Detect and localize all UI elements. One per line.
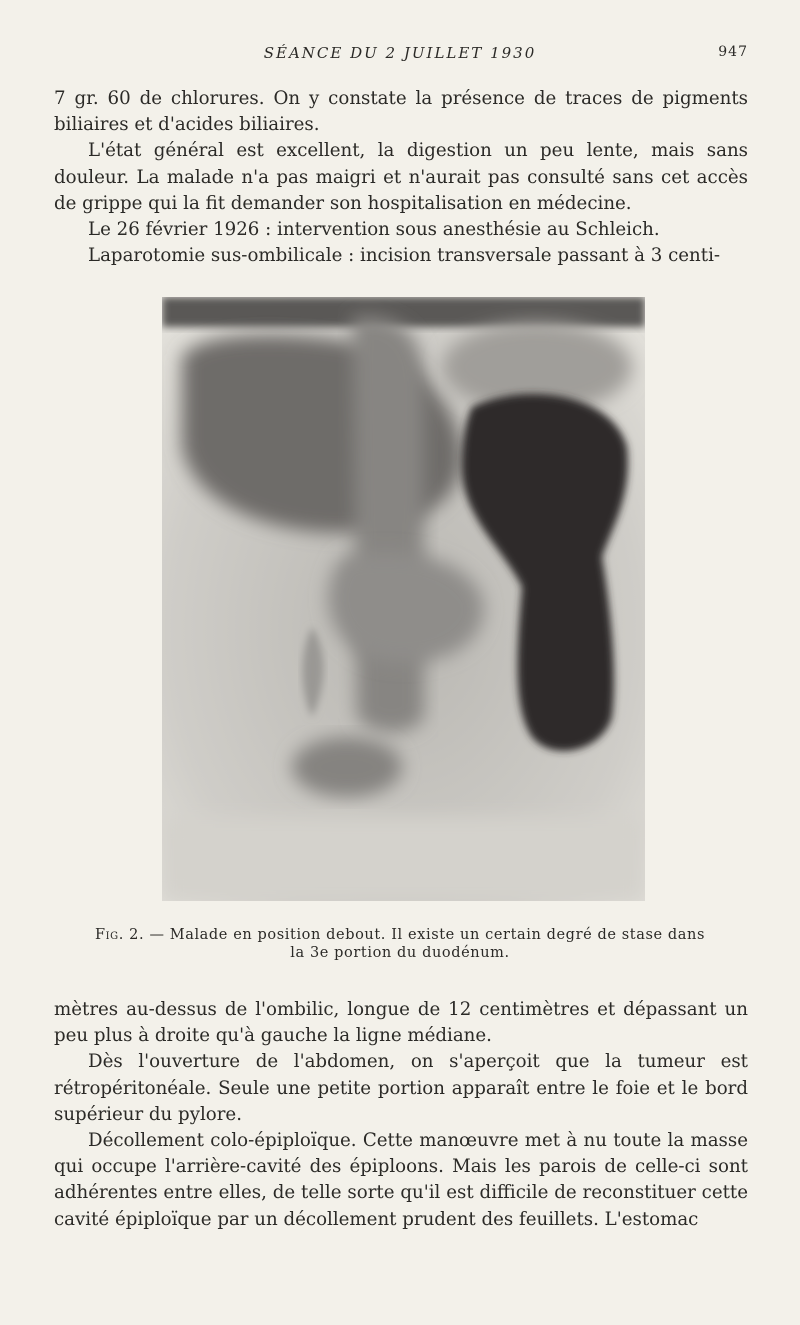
body-text-bottom bbox=[54, 997, 748, 1233]
paragraph: mètres au-dessus de l'ombilic, longue de 12 centimètres et dépassant un peu plus à droite qu'à gauche la ligne médiane. bbox=[54, 999, 748, 1047]
paragraph: Décollement colo-épiploïque. Cette manœuvre met à nu toute la masse qui occupe l'arrière-cavité des épiploons. Mais les parois de celle-ci sont adhérentes entre elles, de telle sorte qu'il est difficile de reconstituer cette cavité épiploïque par un décollement prudent des feuillets. L'estomac bbox=[54, 1130, 748, 1230]
radiograph-figure bbox=[162, 297, 645, 901]
page-header bbox=[0, 44, 800, 68]
paragraph: 7 gr. 60 de chlorures. On y constate la présence de traces de pigments biliaires et d'acides biliaires. bbox=[54, 88, 748, 136]
paragraph: Laparotomie sus-ombilicale : incision transversale passant à 3 centi- bbox=[88, 245, 721, 267]
figure-caption bbox=[90, 926, 710, 962]
page-number: 947 bbox=[718, 44, 748, 60]
radiograph-image bbox=[162, 297, 645, 901]
paragraph: Dès l'ouverture de l'abdomen, on s'aperçoit que la tumeur est rétropéritonéale. Seule une petite portion apparaît entre le foie et le bord supérieur du pylore. bbox=[54, 1051, 748, 1125]
caption-text: — Malade en position debout. Il existe un certain degré de stase dans la 3e portion du duodénum. bbox=[144, 927, 706, 961]
running-title: SÉANCE DU 2 JUILLET 1930 bbox=[263, 44, 537, 62]
paragraph: L'état général est excellent, la digestion un peu lente, mais sans douleur. La malade n'a pas maigri et n'aurait pas consulté sans cet accès de grippe qui la fit demander son hospitalisation en médecine. bbox=[54, 140, 748, 214]
figure-label: Fig. 2. bbox=[94, 927, 145, 943]
body-text-top bbox=[54, 86, 748, 269]
paragraph: Le 26 février 1926 : intervention sous anesthésie au Schleich. bbox=[88, 219, 660, 241]
